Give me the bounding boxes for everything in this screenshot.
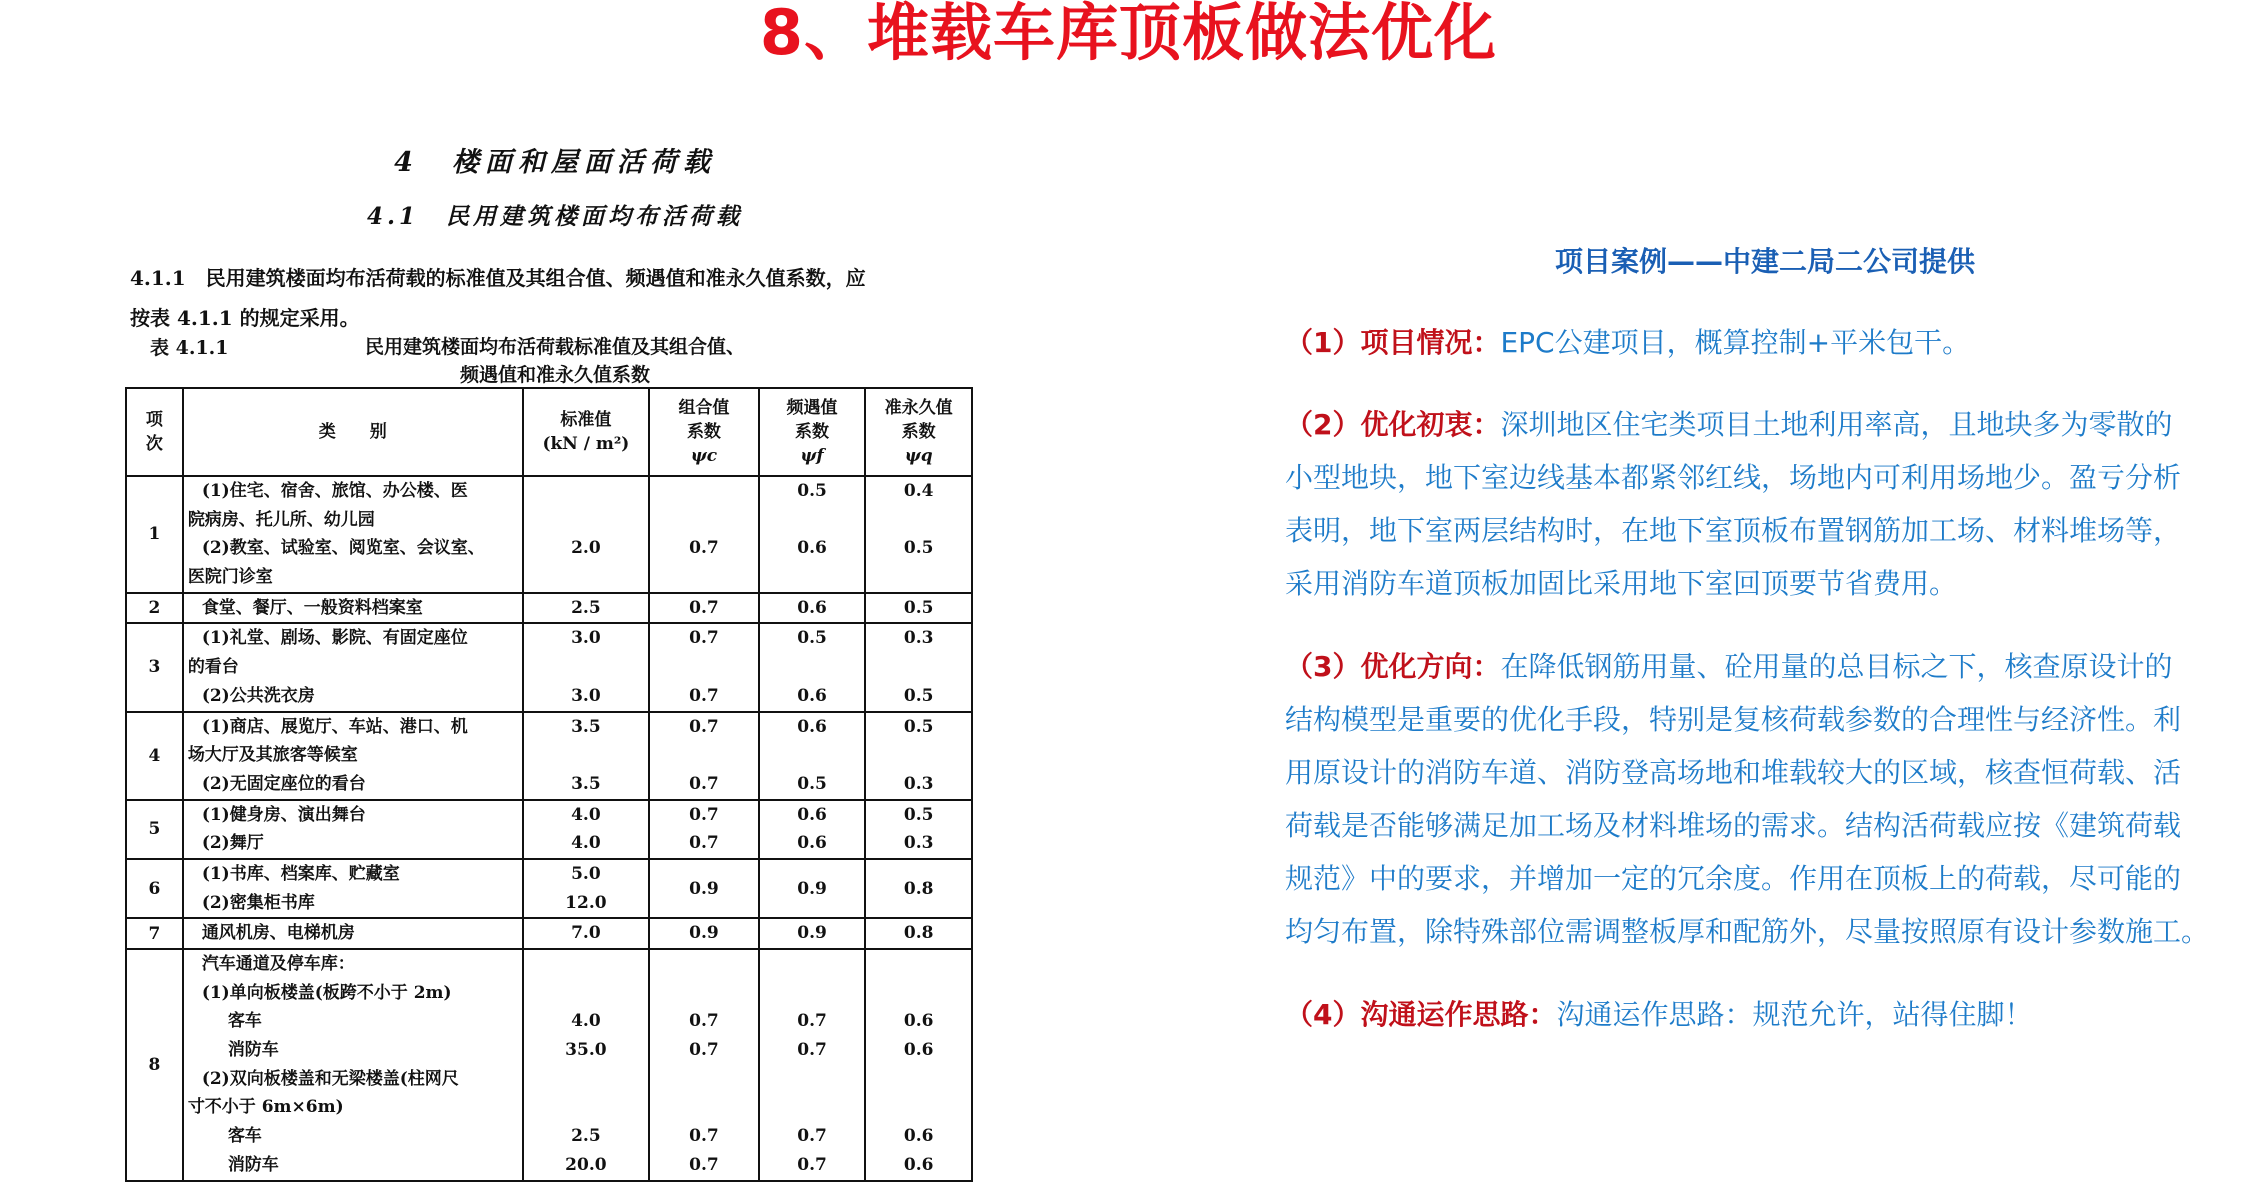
table-row: 7 通风机房、电梯机房 7.0 0.9 0.9 0.8	[126, 918, 972, 949]
case-item-project-situation: （1）项目情况：EPC公建项目，概算控制+平米包干。	[1285, 326, 1971, 359]
live-load-table	[125, 387, 973, 1182]
case-item-communication: （4）沟通运作思路：沟通运作思路：规范允许，站得住脚！	[1285, 998, 2033, 1031]
table-number: 表 4.1.1	[150, 337, 229, 359]
table-row: 1 (1)住宅、宿舍、旅馆、办公楼、医 院病房、托儿所、幼儿园 (2)教室、试验室、阅览室、会议室、 医院门诊室 2.0 0.7 0.5 0.6 0.4 0.5	[126, 476, 972, 593]
chapter-heading: 4 楼面和屋面活荷载	[394, 147, 716, 178]
table-caption-line-2: 频遇值和准永久值系数	[459, 364, 650, 386]
table-header-row	[126, 388, 972, 476]
table-row: 8 汽车通道及停车库： (1)单向板楼盖(板跨不小于 2m) 客车 消防车 (2)双向板楼盖和无梁楼盖(柱网尺 寸不小于 6m×6m) 客车 消防车 4.0 35.0 2.5 20.0 0.7 0.7 0.7 0.7 0.7 0.7 0.7 0.7 0.6 0.6 0.6 0.6	[126, 949, 972, 1181]
table-row: 4 (1)商店、展览厅、车站、港口、机 场大厅及其旅客等候室 (2)无固定座位的看台 3.5 3.5 0.7 0.7 0.6 0.5 0.5 0.3	[126, 712, 972, 800]
case-item-optimization-motive: （2）优化初衷：深圳地区住宅类项目土地利用率高，且地块多为零散的 小型地块，地下室边线基本都紧邻红线，场地内可利用场地少。盈亏分析 表明，地下室两层结构时，在地下室顶板布置钢筋加工场、材料堆场等， 采用消防车道顶板加固比采用地下室回顶要节省费用。	[1285, 408, 2182, 600]
header-frequent-factor: 频遇值 系数 ψf	[759, 388, 866, 476]
table-caption	[345, 333, 765, 389]
section-heading: 4.1 民用建筑楼面均布活荷载	[366, 203, 743, 230]
table-row: 3 (1)礼堂、剧场、影院、有固定座位 的看台 (2)公共洗衣房 3.0 3.0 0.7 0.7 0.5 0.6 0.3 0.5	[126, 623, 972, 711]
table-row: 5 (1)健身房、演出舞台 (2)舞厅 4.0 4.0 0.7 0.7 0.6 0.6 0.5 0.3	[126, 800, 972, 859]
slide-title: 8、堆载车库顶板做法优化	[759, 0, 1498, 69]
clause-line-2: 按表 4.1.1 的规定采用。	[130, 306, 360, 330]
table-caption-line-1: 民用建筑楼面均布活荷载标准值及其组合值、	[364, 336, 745, 358]
header-category: 类 别	[183, 388, 523, 476]
table-row: 2 食堂、餐厅、一般资料档案室 2.5 0.7 0.6 0.5	[126, 593, 972, 624]
table-row: 6 (1)书库、档案库、贮藏室 (2)密集柜书库 5.0 12.0 0.9 0.9 0.8	[126, 859, 972, 918]
header-index: 项 次	[126, 388, 183, 476]
clause-line-1: 4.1.1 民用建筑楼面均布活荷载的标准值及其组合值、频遇值和准永久值系数，应	[130, 266, 866, 290]
header-standard-value: 标准值 (kN / m²)	[523, 388, 650, 476]
header-combination-factor: 组合值 系数 ψc	[649, 388, 759, 476]
case-study-title: 项目案例——中建二局二公司提供	[1554, 245, 1975, 278]
clause-paragraph	[130, 258, 990, 338]
header-quasi-permanent-factor: 准永久值 系数 ψq	[865, 388, 972, 476]
case-item-optimization-direction: （3）优化方向：在降低钢筋用量、砼用量的总目标之下，核查原设计的 结构模型是重要的优化手段，特别是复核荷载参数的合理性与经济性。利 用原设计的消防车道、消防登高场地和堆载较大的区域，核查恒荷载、活 荷载是否能够满足加工场及材料堆场的需求。结构活荷载应按《建筑荷载 规范》中的要求，并增加一定的冗余度。作用在顶板上的荷载，尽可能的 均匀布置，除特殊部位需调整板厚和配筋外，尽量按照原有设计参数施工。	[1285, 650, 2210, 948]
